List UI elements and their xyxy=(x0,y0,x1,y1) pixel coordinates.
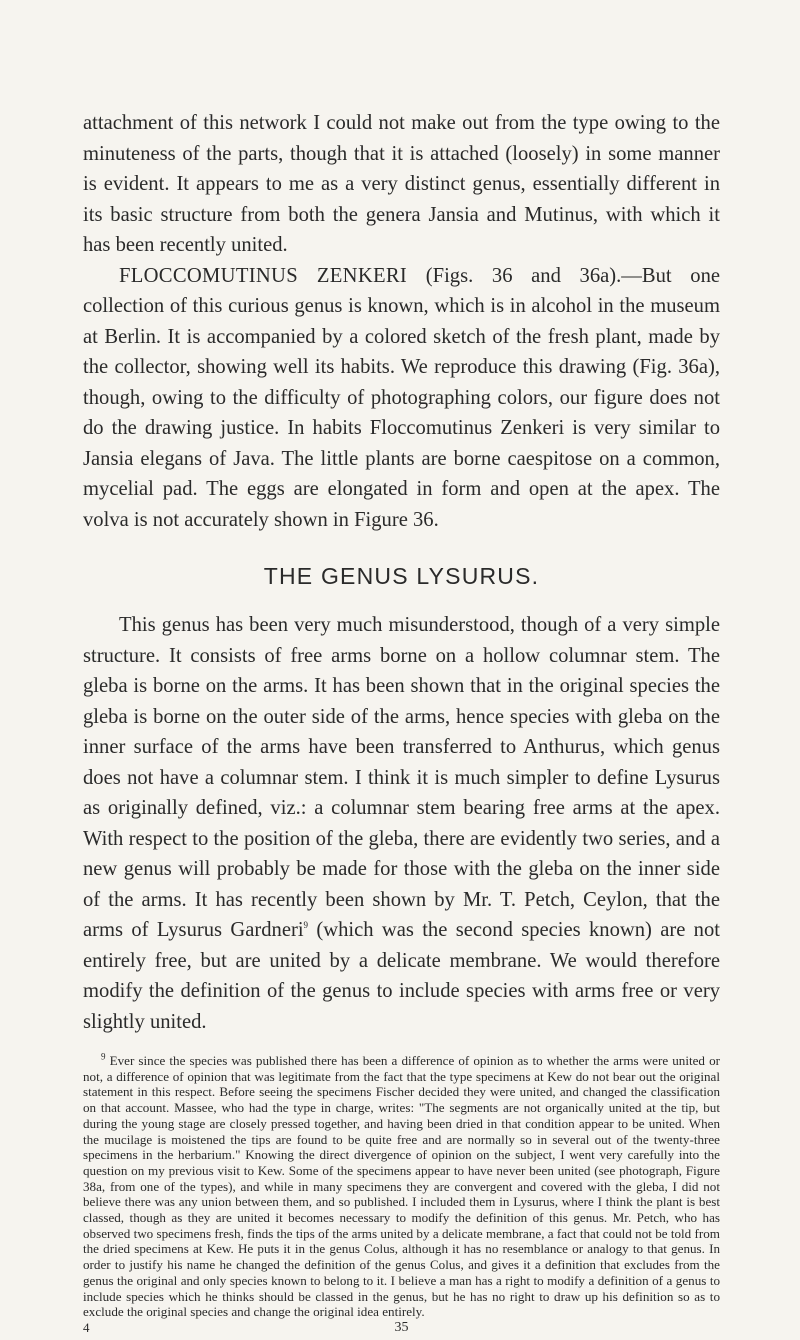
page-number: 35 xyxy=(394,1319,409,1335)
page-footer xyxy=(83,1320,720,1340)
footnote-reference: 9 xyxy=(303,920,309,931)
paragraph-lysurus-part-a: This genus has been very much misunderstood, though of a very simple structure. It consists of free arms borne on a hollow columnar stem. The gleba is borne on the arms. It has been shown that in the original species the gleba is borne on the outer side of the arms, hence species with gleba on the inner surface of the arms have been transferred to Anthurus, which genus does not have a columnar stem. I think it is much simpler to define Lysurus as originally defined, viz.: a columnar stem bearing free arms at the apex. With respect to the position of the gleba, there are evidently two series, and a new genus will probably be made for those with the gleba on the inner side of the arms. It has recently been shown by Mr. T. Petch, Ceylon, that the arms of Lysurus Gardneri xyxy=(83,614,720,941)
page-body xyxy=(83,108,720,1340)
paragraph-floccomutinus-body: (Figs. 36 and 36a).—But one collection of this curious genus is known, which is in alcohol in the museum at Berlin. It is accompanied by a colored sketch of the fresh plant, made by the collector, showing well its habits. We reproduce this drawing (Fig. 36a), though, owing to the difficulty of photographing colors, our figure does not do the drawing justice. In habits Floccomutinus Zenkeri is very similar to Jansia elegans of Java. The little plants are borne caespitose on a common, mycelial pad. The eggs are elongated in form and open at the apex. The volva is not accurately shown in Figure 36. xyxy=(83,264,721,531)
section-heading-lysurus: THE GENUS LYSURUS. xyxy=(263,563,540,589)
footnote xyxy=(83,1053,720,1320)
species-heading-floccomutinus: FLOCCOMUTINUS ZENKERI xyxy=(119,264,408,287)
footnote-marker: 9 xyxy=(101,1051,106,1062)
paragraph-floccomutinus xyxy=(83,261,720,536)
paragraph-lysurus xyxy=(83,610,720,1037)
footnote-text: Ever since the species was published there has been a difference of opinion as to whether the arms were united or not, a difference of opinion that was legitimate from the fact that the type specimens at Kew do not bear out the original statement in this respect. Before seeing the specimens Fischer decided they were united, and changed the classification on that account. Massee, who had the type in charge, writes: "The segments are not organically united at the tip, but during the young stage are closely pressed together, and having been dried in that condition appear to be united. When the mucilage is moistened the tips are found to be quite free and are normally so in several out of the twenty-three specimens in the herbarium." Knowing the direct divergence of opinion on the subject, I went very carefully into the question on my previous visit to Kew. Some of the specimens appear to have never been united (see photograph, Figure 38a, from one of the types), and while in many specimens they are convergent and covered with the gleba, I did not believe there was any union between them, and so published. I included them in Lysurus, where I think the plant is best classed, though as they are united it becomes necessary to modify the definition of this genus. Mr. Petch, who has observed two specimens fresh, finds the tips of the arms united by a delicate membrane, a fact that could not be told from the dried specimens at Kew. He puts it in the genus Colus, although it has no resemblance or analogy to that genus. In order to justify his name he changed the definition of the genus Colus, and gives it a definition that excludes from the genus the original and only species known to belong to it. I believe a man has a right to modify a definition of a genus to include species which he thinks should be classed in the genus, but he has no right to draw up his definition so as to exclude the original species and change the original idea entirely. xyxy=(83,1053,720,1320)
paragraph-network-attachment: attachment of this network I could not make out from the type owing to the minuteness of the parts, though that it is attached (loosely) in some manner is evident. It appears to me as a very distinct genus, essentially different in its basic structure from both the genera Jansia and Mutinus, with which it has been recently united. xyxy=(83,112,720,256)
paragraph-lysurus-part-b: (which was the second species known) are not entirely free, but are united by a delicate membrane. We would therefore modify the definition of the genus to include species with arms free or very slightly united. xyxy=(83,919,720,1033)
signature-mark: 4 xyxy=(83,1319,90,1335)
